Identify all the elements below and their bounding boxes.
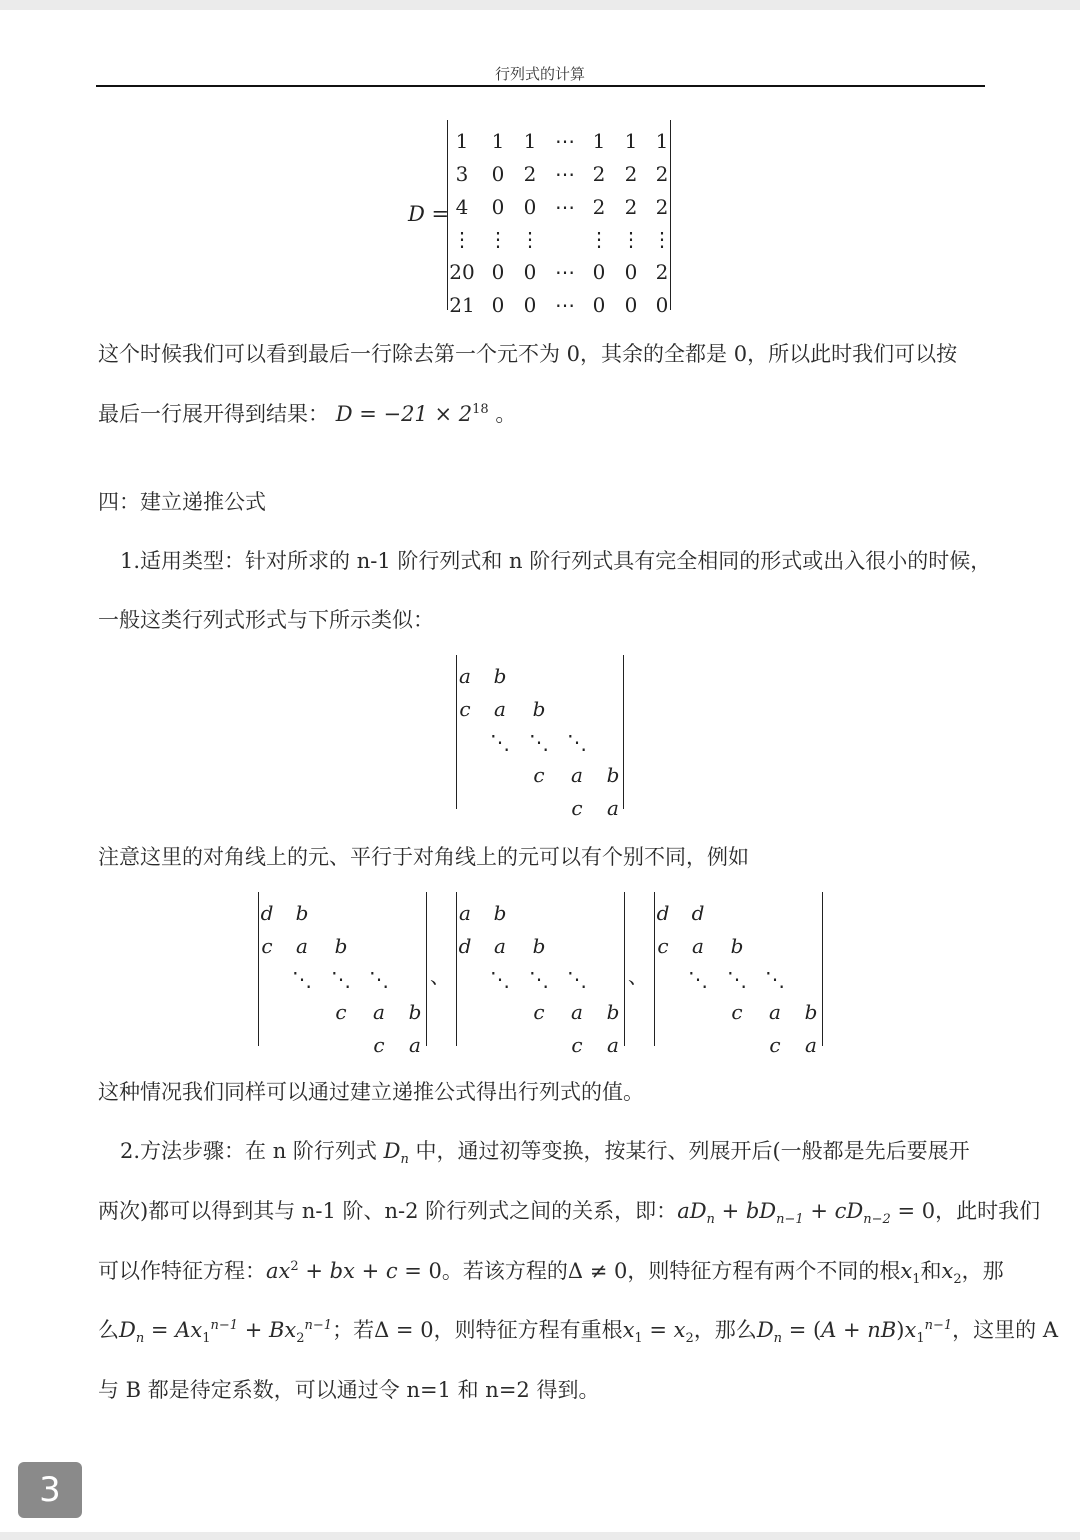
para-1-end: 。	[495, 402, 517, 426]
det3-m3-entry: ⋱	[765, 967, 785, 991]
det3-m1-entry: b	[295, 901, 309, 925]
det1-entry: 4	[455, 195, 469, 219]
det3-m1-entry: ⋱	[369, 967, 389, 991]
det3-m1-entry: d	[260, 901, 274, 925]
para-5-line-3: 可以作特征方程：$ax^2$ + bx + c = 0。若该方程的Δ ≠ 0，则特征方程有两个不同的根$x_1$和$x_2$，那	[98, 1259, 1004, 1287]
det3-m3-entry: b	[730, 934, 744, 958]
det3-m2-entry: b	[606, 1000, 620, 1024]
det3-m2-entry: b	[493, 901, 507, 925]
det3-m1-entry: c	[373, 1033, 385, 1057]
det3-m1-entry: c	[335, 1000, 347, 1024]
para-2-line-1: 1.适用类型：针对所求的 n-1 阶行列式和 n 阶行列式具有完全相同的形式或出入很小的时候，	[120, 549, 992, 573]
det3-m3-entry: d	[656, 901, 670, 925]
det2-entry: a	[607, 796, 619, 820]
det1-entry: 2	[624, 195, 638, 219]
result-formula: $D = -21 \times 2^{18}$	[335, 402, 489, 426]
det3-m3-entry: a	[769, 1000, 781, 1024]
det1-entry: 2	[624, 162, 638, 186]
det1-entry: ⋯	[555, 129, 575, 153]
separator-2: 、	[628, 964, 648, 988]
det3-m1-entry: ⋱	[292, 967, 312, 991]
det3-m2-entry: b	[532, 934, 546, 958]
det1-entry: 20	[449, 260, 475, 284]
det2-entry: ⋱	[529, 730, 549, 754]
det1-entry: 2	[592, 195, 606, 219]
det1-entry: 0	[491, 260, 505, 284]
det1-entry: 1	[592, 129, 606, 153]
det1-entry: 0	[592, 260, 606, 284]
det2-entry: b	[606, 763, 620, 787]
det1-entry: 0	[491, 293, 505, 317]
det1-entry: ⋯	[555, 260, 575, 284]
det1-entry: 3	[455, 162, 469, 186]
header-rule	[96, 85, 985, 87]
det1-entry: ⋮	[621, 227, 641, 251]
det1-entry: 1	[455, 129, 469, 153]
separator-1: 、	[430, 964, 450, 988]
det3-matrix-2	[456, 892, 625, 1057]
det1-entry: ⋮	[452, 227, 472, 251]
det3-m3-entry: c	[731, 1000, 743, 1024]
det3-m2-entry: c	[533, 1000, 545, 1024]
det3-m2-entry: ⋱	[490, 967, 510, 991]
det1-entry: 0	[624, 293, 638, 317]
para-1-text: 最后一行展开得到结果：	[98, 402, 329, 426]
para-5-line-2: 两次)都可以得到其与 n-1 阶、n-2 阶行列式之间的关系，即：$aD_n + bD_{n-1} + cD_{n-2} = 0$，此时我们	[98, 1199, 1041, 1227]
det3-m1-entry: c	[261, 934, 273, 958]
para-1-line-2	[98, 398, 516, 428]
det1-entry: 0	[491, 162, 505, 186]
det1-entry: 1	[655, 129, 669, 153]
det1-entry: ⋮	[520, 227, 540, 251]
para-3-line-1: 注意这里的对角线上的元、平行于对角线上的元可以有个别不同，例如	[98, 845, 749, 869]
det1-entry: 1	[491, 129, 505, 153]
det2-entry: b	[532, 697, 546, 721]
para-5-line-5: 与 B 都是待定系数，可以通过令 n=1 和 n=2 得到。	[98, 1378, 600, 1402]
det3-m3-entry: c	[657, 934, 669, 958]
document-page	[0, 10, 1080, 1532]
det3-m2-entry: c	[571, 1033, 583, 1057]
page-number-badge[interactable]: 3	[18, 1462, 82, 1518]
det3-m2-entry: a	[494, 934, 506, 958]
para-1-line-1: 这个时候我们可以看到最后一行除去第一个元不为 0，其余的全都是 0，所以此时我们可以按	[98, 342, 958, 366]
running-header: 行列式的计算	[494, 65, 585, 83]
det1-entry: 2	[523, 162, 537, 186]
det1-entry: 1	[523, 129, 537, 153]
det3-m3-entry: b	[804, 1000, 818, 1024]
det2-entry: a	[459, 664, 471, 688]
det2-entry: c	[571, 796, 583, 820]
det1-entry: 0	[655, 293, 669, 317]
det1-entry: 0	[592, 293, 606, 317]
det2-matrix	[456, 655, 624, 820]
repeated-root-solution: $D_n = (A + nB)x_1^{n-1}$	[756, 1318, 953, 1346]
det1-matrix	[447, 120, 672, 317]
det1-entry: ⋮	[488, 227, 508, 251]
det1-entry: 0	[523, 293, 537, 317]
det3-m2-entry: d	[458, 934, 472, 958]
det1-entry: 21	[449, 293, 475, 317]
det1-entry: 0	[523, 260, 537, 284]
det3-m1-entry: ⋱	[331, 967, 351, 991]
det3-m2-entry: a	[571, 1000, 583, 1024]
det2-entry: b	[493, 664, 507, 688]
det3-m2-entry: a	[459, 901, 471, 925]
det1-entry: 2	[592, 162, 606, 186]
det3-m1-entry: a	[296, 934, 308, 958]
det1-entry: 0	[491, 195, 505, 219]
det1-entry: ⋮	[652, 227, 672, 251]
det1-entry: 1	[624, 129, 638, 153]
det2-entry: a	[494, 697, 506, 721]
det3-m1-entry: b	[334, 934, 348, 958]
general-solution: $D_n = Ax_1^{n-1} + Bx_2^{n-1}$	[119, 1318, 333, 1346]
det2-entry: c	[533, 763, 545, 787]
det3-m3-entry: a	[805, 1033, 817, 1057]
det3-m2-entry: a	[607, 1033, 619, 1057]
para-4-line-1: 这种情况我们同样可以通过建立递推公式得出行列式的值。	[98, 1080, 644, 1104]
para-5-line-4: 么$D_n = Ax_1^{n-1} + Bx_2^{n-1}$；若Δ = 0，则特征方程有重根$x_1 = x_2$，那么$D_n = (A + nB)x_1^{n-1}$，这里的 A	[98, 1318, 1058, 1346]
det3-m3-entry: a	[692, 934, 704, 958]
det2-entry: c	[459, 697, 471, 721]
det1-entry: 0	[624, 260, 638, 284]
section-heading: 四：建立递推公式	[98, 490, 266, 514]
det3-m3-entry: ⋱	[688, 967, 708, 991]
para-2-line-2: 一般这类行列式形式与下所示类似：	[98, 608, 434, 632]
det1-label: D =	[408, 202, 450, 226]
det3-m2-entry: ⋱	[567, 967, 587, 991]
det3-m2-entry: ⋱	[529, 967, 549, 991]
det1-entry: 0	[523, 195, 537, 219]
det3-matrix-1	[258, 892, 427, 1057]
det3-m3-entry: ⋱	[727, 967, 747, 991]
det3-matrix-3	[654, 892, 823, 1057]
recurrence-formula: $aD_n + bD_{n-1} + cD_{n-2} = 0$	[677, 1199, 936, 1227]
det3-m1-entry: a	[373, 1000, 385, 1024]
characteristic-equation: $ax^2$ + bx + c = 0	[266, 1259, 442, 1283]
para-5-line-1: 2.方法步骤：在 n 阶行列式 $D_n$ 中，通过初等变换，按某行、列展开后(一般都是先后要展开	[120, 1139, 970, 1167]
det2-entry: ⋱	[490, 730, 510, 754]
det1-entry: ⋮	[589, 227, 609, 251]
det1-entry: ⋯	[555, 162, 575, 186]
det3-m1-entry: a	[409, 1033, 421, 1057]
det1-entry: 2	[655, 260, 669, 284]
det3-m3-entry: c	[769, 1033, 781, 1057]
det1-entry: 2	[655, 162, 669, 186]
det2-entry: a	[571, 763, 583, 787]
det3-m1-entry: b	[408, 1000, 422, 1024]
det3-m3-entry: d	[691, 901, 705, 925]
det1-entry: ⋯	[555, 195, 575, 219]
det1-entry: 2	[655, 195, 669, 219]
det2-entry: ⋱	[567, 730, 587, 754]
det1-entry: ⋯	[555, 293, 575, 317]
